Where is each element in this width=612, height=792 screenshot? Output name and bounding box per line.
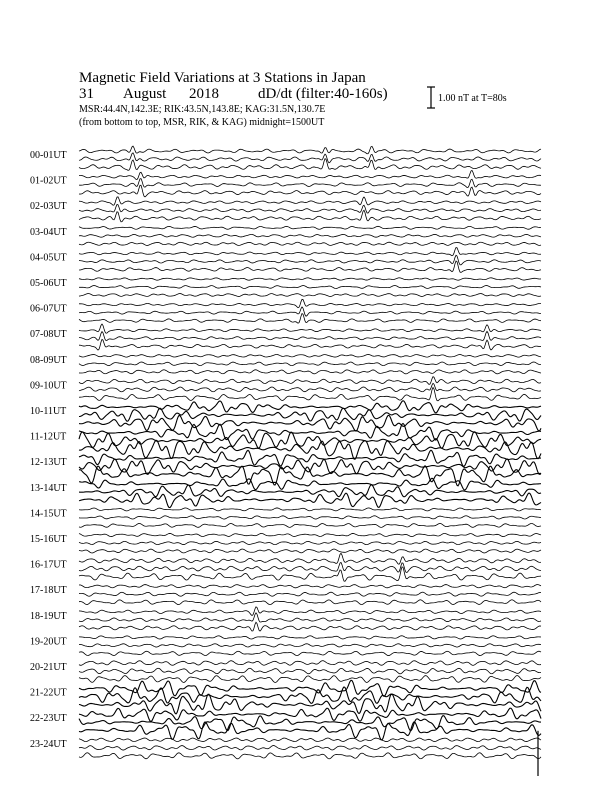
- figure-title: Magnetic Field Variations at 3 Stations in Japan: [79, 70, 366, 86]
- trace-19-20UT-KAG: [79, 636, 541, 639]
- trace-03-04UT-RIK: [79, 234, 541, 237]
- trace-08-09UT-RIK: [79, 362, 541, 366]
- trace-23-24UT-KAG: [79, 738, 541, 742]
- hour-label-06-07UT: 06-07UT: [30, 303, 67, 315]
- trace-09-10UT-RIK: [79, 383, 541, 391]
- trace-21-22UT-KAG: [79, 680, 541, 696]
- hour-label-22-23UT: 22-23UT: [30, 713, 67, 725]
- trace-07-08UT-RIK: [79, 331, 541, 340]
- trace-18-19UT-RIK: [79, 613, 541, 622]
- trace-12-13UT-KAG: [79, 450, 541, 466]
- hour-label-09-10UT: 09-10UT: [30, 380, 67, 392]
- trace-16-17UT-RIK: [79, 562, 541, 572]
- trace-07-08UT-KAG: [79, 324, 541, 333]
- hour-label-23-24UT: 23-24UT: [30, 738, 67, 750]
- hour-label-02-03UT: 02-03UT: [30, 201, 67, 213]
- trace-11-12UT-RIK: [79, 432, 541, 448]
- trace-19-20UT-MSR: [79, 651, 541, 655]
- trace-04-05UT-MSR: [79, 261, 541, 272]
- trace-14-15UT-RIK: [79, 516, 541, 519]
- trace-20-21UT-KAG: [79, 661, 541, 666]
- trace-18-19UT-KAG: [79, 607, 541, 616]
- trace-21-22UT-RIK: [79, 687, 541, 703]
- hour-label-04-05UT: 04-05UT: [30, 252, 67, 264]
- trace-13-14UT-MSR: [79, 493, 541, 508]
- trace-07-08UT-MSR: [79, 339, 541, 350]
- hour-label-11-12UT: 11-12UT: [30, 431, 67, 443]
- trace-20-21UT-MSR: [79, 676, 541, 683]
- trace-14-15UT-MSR: [79, 523, 541, 527]
- hour-label-12-13UT: 12-13UT: [30, 457, 67, 469]
- trace-09-10UT-KAG: [79, 377, 541, 385]
- trace-06-07UT-RIK: [79, 307, 541, 316]
- date-year: 2018: [189, 86, 219, 102]
- trace-17-18UT-MSR: [79, 600, 541, 605]
- trace-22-23UT-MSR: [79, 722, 541, 740]
- trace-13-14UT-KAG: [79, 478, 541, 490]
- hour-label-20-21UT: 20-21UT: [30, 662, 67, 673]
- trace-15-16UT-RIK: [79, 541, 541, 544]
- trace-02-03UT-KAG: [79, 197, 541, 205]
- trace-17-18UT-RIK: [79, 592, 541, 596]
- scale-bar: [427, 87, 435, 108]
- hour-label-17-18UT: 17-18UT: [30, 585, 67, 597]
- scale-bar-label: 1.00 nT at T=80s: [438, 93, 507, 104]
- trace-00-01UT-KAG: [79, 146, 541, 154]
- trace-15-16UT-MSR: [79, 549, 541, 553]
- station-coordinates: MSR:44.4N,142.3E; RIK:43.5N,143.8E; KAG:31.5N,130.7E: [79, 104, 326, 115]
- trace-01-02UT-RIK: [79, 179, 541, 188]
- trace-23-24UT-RIK: [79, 746, 541, 751]
- date-month: August: [123, 86, 167, 102]
- hour-label-19-20UT: 19-20UT: [30, 636, 67, 648]
- trace-13-14UT-RIK: [79, 485, 541, 497]
- trace-05-06UT-RIK: [79, 286, 541, 289]
- trace-09-10UT-MSR: [79, 387, 541, 400]
- hour-label-13-14UT: 13-14UT: [30, 482, 67, 494]
- trace-18-19UT-MSR: [79, 622, 541, 631]
- trace-04-05UT-KAG: [79, 248, 541, 256]
- trace-10-11UT-KAG: [79, 401, 541, 413]
- hour-label-18-19UT: 18-19UT: [30, 610, 67, 622]
- hour-label-05-06UT: 05-06UT: [30, 278, 67, 289]
- trace-00-01UT-MSR: [79, 159, 541, 171]
- trace-16-17UT-KAG: [79, 553, 541, 564]
- trace-02-03UT-MSR: [79, 210, 541, 222]
- hour-label-15-16UT: 15-16UT: [30, 534, 67, 545]
- trace-order-note: (from bottom to top, MSR, RIK, & KAG) midnight=1500UT: [79, 117, 325, 128]
- hour-label-10-11UT: 10-11UT: [30, 406, 67, 417]
- trace-06-07UT-MSR: [79, 314, 541, 324]
- trace-01-02UT-KAG: [79, 170, 541, 179]
- hour-label-07-08UT: 07-08UT: [30, 329, 67, 341]
- trace-10-11UT-RIK: [79, 408, 541, 421]
- hour-label-16-17UT: 16-17UT: [30, 559, 67, 571]
- hour-label-21-22UT: 21-22UT: [30, 687, 67, 699]
- trace-08-09UT-MSR: [79, 370, 541, 374]
- trace-05-06UT-KAG: [79, 278, 541, 280]
- hour-label-01-02UT: 01-02UT: [30, 175, 67, 187]
- trace-20-21UT-RIK: [79, 668, 541, 674]
- trace-03-04UT-KAG: [79, 226, 541, 229]
- trace-12-13UT-MSR: [79, 466, 541, 486]
- trace-02-03UT-RIK: [79, 204, 541, 213]
- hour-label-14-15UT: 14-15UT: [30, 508, 67, 520]
- trace-00-01UT-RIK: [79, 153, 541, 163]
- figure-quantity-filter: dD/dt (filter:40-160s): [258, 86, 388, 102]
- trace-01-02UT-MSR: [79, 185, 541, 197]
- hour-label-03-04UT: 03-04UT: [30, 226, 67, 238]
- trace-17-18UT-KAG: [79, 585, 541, 588]
- trace-19-20UT-RIK: [79, 644, 541, 647]
- trace-14-15UT-KAG: [79, 508, 541, 511]
- trace-15-16UT-KAG: [79, 533, 541, 536]
- trace-10-11UT-MSR: [79, 415, 541, 431]
- hour-label-08-09UT: 08-09UT: [30, 354, 67, 366]
- trace-03-04UT-MSR: [79, 242, 541, 245]
- hour-label-00-01UT: 00-01UT: [30, 150, 67, 161]
- date-day: 31: [79, 86, 94, 102]
- trace-04-05UT-RIK: [79, 255, 541, 265]
- trace-08-09UT-KAG: [79, 354, 541, 357]
- trace-06-07UT-KAG: [79, 299, 541, 307]
- trace-23-24UT-MSR: [79, 753, 541, 759]
- trace-05-06UT-MSR: [79, 294, 541, 297]
